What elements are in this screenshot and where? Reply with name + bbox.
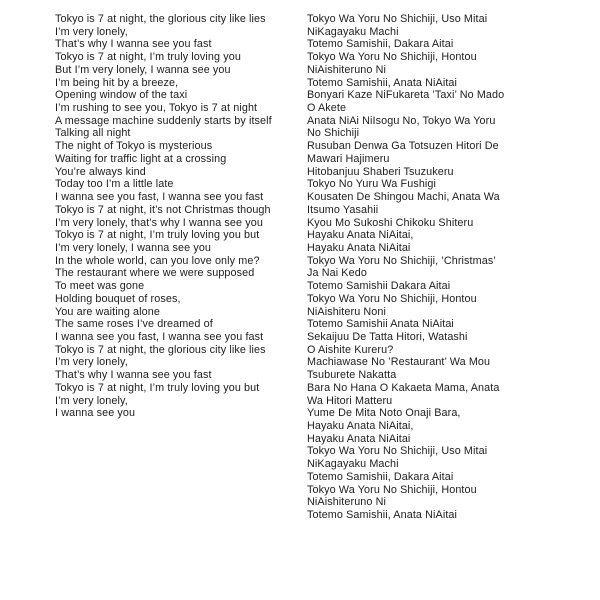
lyric-line: In the whole world, can you love only me? bbox=[55, 254, 260, 267]
lyric-line: Anata NiAi NiIsogu No, Tokyo Wa Yoru bbox=[307, 114, 496, 127]
lyric-line: O Akete bbox=[307, 102, 347, 115]
lyric-line: I’m very lonely, I wanna see you bbox=[55, 241, 212, 254]
lyric-line: Totemo Samishii Anata NiAitai bbox=[307, 318, 454, 331]
lyric-line: Rusuban Denwa Ga Totsuzen Hitori De bbox=[307, 140, 499, 153]
lyric-line: I’m very lonely, bbox=[55, 394, 128, 407]
lyric-line: Tokyo is 7 at night, I’m truly loving you but bbox=[55, 381, 260, 394]
lyric-line: Totemo Samishii, Anata NiAitai bbox=[307, 76, 458, 89]
lyric-line: Talking all night bbox=[55, 127, 131, 140]
lyric-line: Bonyari Kaze NiFukareta ’Taxi’ No Mado bbox=[307, 89, 505, 102]
lyric-line: Tokyo Wa Yoru No Shichiji, Uso Mitai bbox=[307, 445, 488, 458]
lyric-line: You’re always kind bbox=[55, 165, 146, 178]
lyrics-column-english bbox=[55, 13, 299, 420]
lyric-line: Machiawase No ’Restaurant’ Wa Mou bbox=[307, 356, 491, 369]
lyric-line: Totemo Samishii, Dakara Aitai bbox=[307, 470, 454, 483]
lyric-line: Waiting for traffic light at a crossing bbox=[55, 152, 227, 165]
lyric-line: That’s why I wanna see you fast bbox=[55, 38, 212, 51]
lyric-line: Totemo Samishii, Anata NiAitai bbox=[307, 509, 458, 522]
lyric-line: Ja Nai Kedo bbox=[307, 267, 367, 280]
lyric-line: I’m rushing to see you, Tokyo is 7 at night bbox=[55, 102, 258, 115]
lyric-line: Tokyo Wa Yoru No Shichiji, Hontou bbox=[307, 51, 477, 64]
lyric-line: Today too I’m a little late bbox=[55, 178, 174, 191]
lyric-line: Tsuburete Nakatta bbox=[307, 369, 397, 382]
lyric-line: Tokyo is 7 at night, it’s not Christmas though bbox=[55, 203, 271, 216]
lyric-line: Kousaten De Shingou Machi, Anata Wa bbox=[307, 191, 500, 204]
lyric-line: Tokyo is 7 at night, the glorious city like lies bbox=[55, 343, 266, 356]
lyric-line: Tokyo is 7 at night, I’m truly loving you but bbox=[55, 229, 260, 242]
lyric-line: Kyou Mo Sukoshi Chikoku Shiteru bbox=[307, 216, 474, 229]
lyric-line: I wanna see you fast, I wanna see you fast bbox=[55, 191, 264, 204]
lyric-line: Totemo Samishii, Dakara Aitai bbox=[307, 38, 454, 51]
lyric-line: O Aishite Kureru? bbox=[307, 343, 394, 356]
lyric-line: You are waiting alone bbox=[55, 305, 160, 318]
lyric-line: Hayaku Anata NiAitai, bbox=[307, 420, 414, 432]
lyric-line: Holding bouquet of roses, bbox=[55, 292, 181, 305]
lyric-line: Hayaku Anata NiAitai bbox=[307, 432, 411, 445]
lyric-line: Bara No Hana O Kakaeta Mama, Anata bbox=[307, 381, 500, 394]
lyric-line: Hayaku Anata NiAitai, bbox=[307, 229, 414, 242]
lyric-line: Opening window of the taxi bbox=[55, 89, 188, 102]
lyric-line: NiAishiteruno Ni bbox=[307, 496, 387, 509]
lyric-line: Tokyo is 7 at night, the glorious city like lies bbox=[55, 13, 266, 25]
lyric-line: Wa Hitori Matteru bbox=[307, 394, 393, 407]
lyric-line: Tokyo Wa Yoru No Shichiji, Uso Mitai bbox=[307, 13, 488, 25]
lyric-line: The night of Tokyo is mysterious bbox=[55, 140, 213, 153]
lyric-line: The restaurant where we were supposed bbox=[55, 267, 255, 280]
lyric-line: Mawari Hajimeru bbox=[307, 152, 390, 165]
lyric-line: Tokyo is 7 at night, I’m truly loving you bbox=[55, 51, 241, 64]
lyric-line: I’m very lonely, bbox=[55, 25, 128, 38]
lyric-line: But I’m very lonely, I wanna see you bbox=[55, 63, 231, 76]
lyric-line: I’m being hit by a breeze, bbox=[55, 76, 179, 89]
lyric-line: Tokyo Wa Yoru No Shichiji, Hontou bbox=[307, 292, 477, 305]
lyric-line: I’m very lonely, bbox=[55, 356, 128, 369]
lyric-line: Yume De Mita Noto Onaji Bara, bbox=[307, 407, 461, 420]
lyric-line: I wanna see you fast, I wanna see you fast bbox=[55, 330, 264, 343]
lyric-line: The same roses I’ve dreamed of bbox=[55, 318, 213, 331]
lyric-line: To meet was gone bbox=[55, 280, 145, 293]
lyric-line: NiKagayaku Machi bbox=[307, 458, 399, 471]
lyric-line: I’m very lonely, that’s why I wanna see you bbox=[55, 216, 263, 229]
lyric-line: Tokyo No Yuru Wa Fushigi bbox=[307, 178, 437, 191]
lyric-line: I wanna see you bbox=[55, 407, 136, 420]
lyric-line: Sekaijuu De Tatta Hitori, Watashi bbox=[307, 330, 468, 343]
lyric-line: NiKagayaku Machi bbox=[307, 25, 399, 38]
lyric-line: That’s why I wanna see you fast bbox=[55, 369, 212, 382]
lyric-line: Hitobanjuu Shaberi Tsuzukeru bbox=[307, 165, 454, 178]
lyric-line: NiAishiteruno Ni bbox=[307, 63, 387, 76]
lyric-line: A message machine suddenly starts by itself bbox=[55, 114, 272, 127]
lyric-line: Itsumo Yasahii bbox=[307, 203, 379, 216]
lyric-line: No Shichiji bbox=[307, 127, 360, 140]
lyric-line: Hayaku Anata NiAitai bbox=[307, 241, 411, 254]
lyrics-column-romaji bbox=[307, 13, 592, 522]
lyric-line: Totemo Samishii Dakara Aitai bbox=[307, 280, 451, 293]
lyric-line: Tokyo Wa Yoru No Shichiji, ’Christmas’ bbox=[307, 254, 496, 267]
lyric-line: Tokyo Wa Yoru No Shichiji, Hontou bbox=[307, 483, 477, 496]
lyric-line: NiAishiteru Noni bbox=[307, 305, 387, 318]
